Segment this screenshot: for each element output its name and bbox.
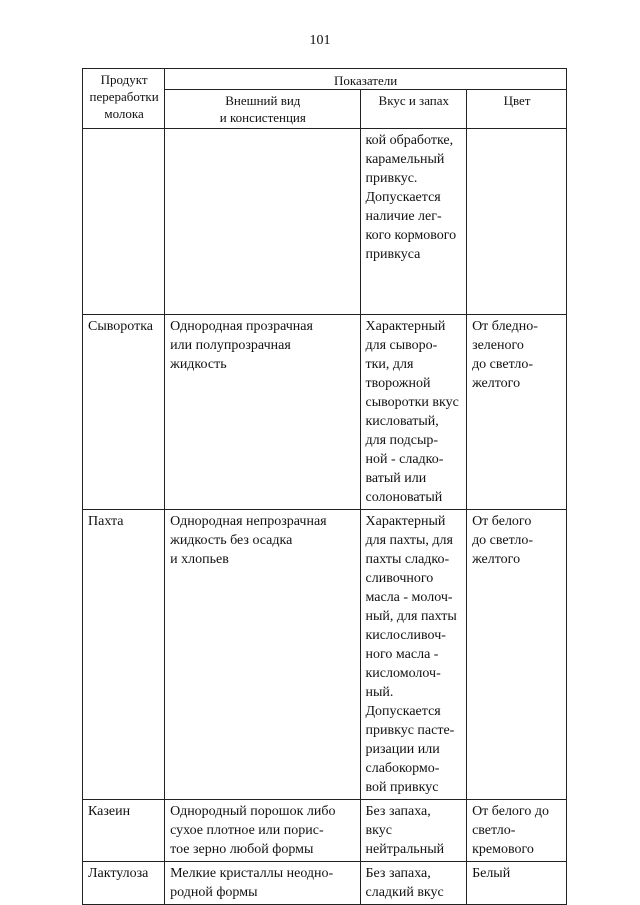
cell-line: привкус пасте- xyxy=(365,723,455,738)
cell-product xyxy=(83,129,165,315)
cell-taste xyxy=(360,129,467,315)
cell-line: Допускается xyxy=(365,704,441,719)
table-row xyxy=(83,862,567,905)
header-appearance xyxy=(165,90,360,129)
cell-line: привкус. xyxy=(365,171,418,186)
cell-taste xyxy=(360,510,467,800)
cell-appearance xyxy=(165,862,360,905)
cell-appearance xyxy=(165,800,360,862)
cell-line: привкуса xyxy=(365,247,421,262)
cell-product: Лактулоза xyxy=(83,862,165,905)
cell-line: кисломолоч- xyxy=(365,666,441,681)
cell-line: для пахты, для xyxy=(365,533,453,548)
cell-line: тки, для xyxy=(365,357,414,372)
cell-line: От белого xyxy=(472,514,532,529)
cell-color xyxy=(467,800,567,862)
cell-line: жидкость без осадка xyxy=(170,533,293,548)
header-taste: Вкус и запах xyxy=(360,90,467,129)
cell-line: вой привкус xyxy=(365,780,439,795)
cell-line: Характерный xyxy=(365,514,446,529)
cell-color xyxy=(467,315,567,510)
cell-line: для подсыр- xyxy=(365,433,439,448)
cell-line: светло- xyxy=(472,823,516,838)
cell-line: ризации или xyxy=(365,742,440,757)
cell-line: пахты сладко- xyxy=(365,552,450,567)
cell-line: сливочного xyxy=(365,571,434,586)
header-product-line: переработки xyxy=(89,89,159,104)
cell-line: Однородный порошок либо xyxy=(170,804,336,819)
cell-line: слабокормо- xyxy=(365,761,440,776)
cell-line: творожной xyxy=(365,376,431,391)
cell-line: солоноватый xyxy=(365,490,443,505)
header-product-line: Продукт xyxy=(100,72,148,87)
cell-line: карамельный xyxy=(365,152,445,167)
cell-line: ный. xyxy=(365,685,394,700)
cell-line: зеленого xyxy=(472,338,524,353)
cell-line: Однородная непрозрачная xyxy=(170,514,327,529)
cell-line: желтого xyxy=(472,552,521,567)
cell-taste xyxy=(360,800,467,862)
cell-product: Казеин xyxy=(83,800,165,862)
cell-line: наличие лег- xyxy=(365,209,442,224)
cell-line: Без запаха, xyxy=(365,866,431,881)
table-row xyxy=(83,510,567,800)
cell-color xyxy=(467,510,567,800)
page-number: 101 xyxy=(309,33,331,48)
cell-line: вкус xyxy=(365,823,392,838)
cell-line: От белого до xyxy=(472,804,549,819)
cell-line: Мелкие кристаллы неодно- xyxy=(170,866,334,881)
cell-line: кого кормового xyxy=(365,228,457,243)
cell-line: желтого xyxy=(472,376,521,391)
cell-line: ного масла - xyxy=(365,647,439,662)
table-row xyxy=(83,315,567,510)
header-product-line: молока xyxy=(104,106,144,121)
cell-appearance xyxy=(165,510,360,800)
cell-line: Характерный xyxy=(365,319,446,334)
cell-line: сыворотки вкус xyxy=(365,395,459,410)
cell-appearance xyxy=(165,129,360,315)
cell-taste xyxy=(360,862,467,905)
cell-line: и хлопьев xyxy=(170,552,229,567)
header-color: Цвет xyxy=(467,90,567,129)
cell-line: ной - сладко- xyxy=(365,452,444,467)
header-product xyxy=(83,69,165,129)
cell-line: жидкость xyxy=(170,357,227,372)
cell-appearance xyxy=(165,315,360,510)
cell-product: Пахта xyxy=(83,510,165,800)
cell-line: От бледно- xyxy=(472,319,538,334)
cell-color xyxy=(467,129,567,315)
cell-color xyxy=(467,862,567,905)
cell-line: кисловатый, xyxy=(365,414,439,429)
cell-line: сладкий вкус xyxy=(365,885,444,900)
cell-line: Допускается xyxy=(365,190,441,205)
cell-line: для сыворо- xyxy=(365,338,438,353)
cell-line: сухое плотное или порис- xyxy=(170,823,324,838)
cell-line: до светло- xyxy=(472,533,534,548)
cell-line: ный, для пахты xyxy=(365,609,457,624)
header-appearance-line: Внешний вид xyxy=(225,93,301,108)
cell-taste xyxy=(360,315,467,510)
header-appearance-line: и консистенция xyxy=(219,110,306,125)
cell-line: Без запаха, xyxy=(365,804,431,819)
cell-line: тое зерно любой формы xyxy=(170,842,314,857)
cell-line: родной формы xyxy=(170,885,258,900)
header-row-top xyxy=(83,69,567,90)
milk-products-table xyxy=(82,68,567,905)
cell-line: или полупрозрачная xyxy=(170,338,291,353)
cell-line: масла - молоч- xyxy=(365,590,453,605)
cell-line: кислосливоч- xyxy=(365,628,446,643)
cell-line: кой обработке, xyxy=(365,133,454,148)
cell-line: нейтральный xyxy=(365,842,445,857)
table-row xyxy=(83,129,567,315)
cell-line: кремового xyxy=(472,842,534,857)
table-row xyxy=(83,800,567,862)
cell-line: Белый xyxy=(472,866,511,881)
cell-line: Однородная прозрачная xyxy=(170,319,313,334)
header-indicators: Показатели xyxy=(165,69,567,90)
cell-line: до светло- xyxy=(472,357,534,372)
cell-product: Сыворотка xyxy=(83,315,165,510)
cell-line: ватый или xyxy=(365,471,427,486)
